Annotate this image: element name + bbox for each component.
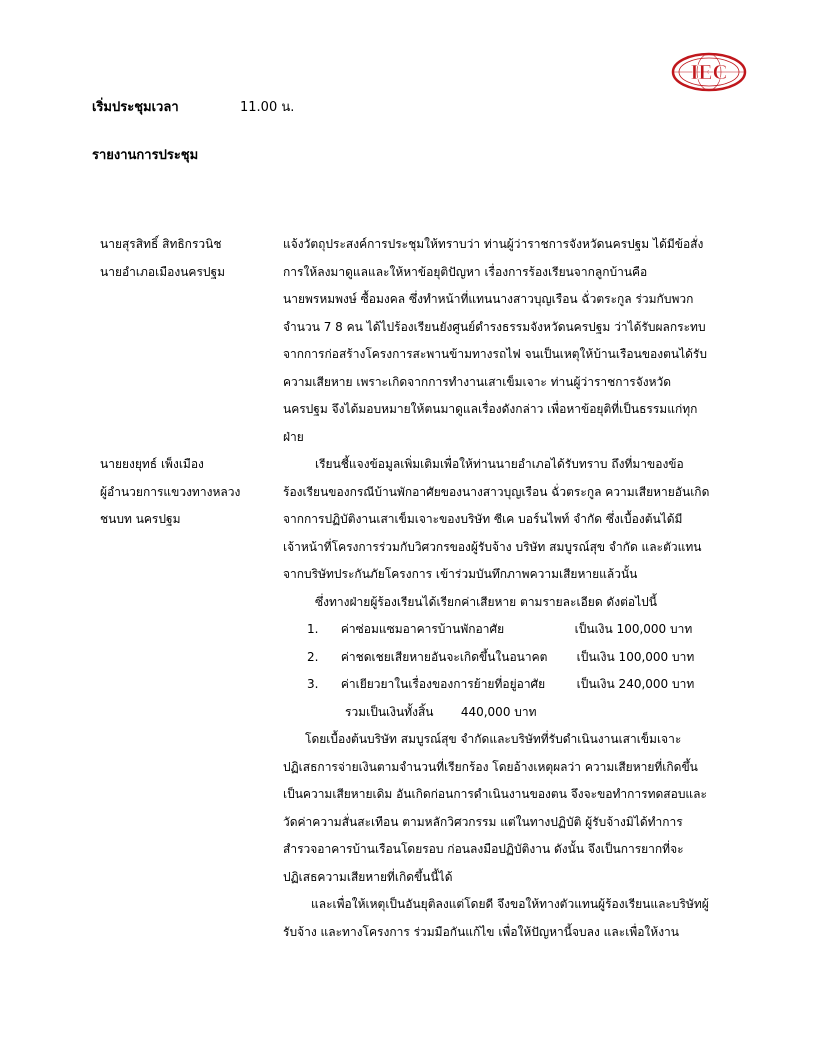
statement-line: รับจ้าง และทางโครงการ ร่วมมือกันแก้ไข เพื่อให้ปัญหานี้จบลง และเพื่อให้งาน [283, 924, 679, 939]
statement-line: เจ้าหน้าที่โครงการร่วมกับวิศวกรของผู้รับจ้าง บริษัท สมบูรณ์สุข จำกัด และตัวแทน [283, 539, 702, 554]
meeting-start-time: 11.00 น. [240, 100, 295, 115]
statement-line: ฝ่าย [283, 429, 304, 444]
speaker-title: ผู้อำนวยการแขวงทางหลวง [100, 484, 241, 499]
speaker-info [100, 451, 270, 534]
statement-line: สำรวจอาคารบ้านเรือนโดยรอบ ก่อนลงมือปฏิบัติงาน ดังนั้น จึงเป็นการยากที่จะ [283, 842, 684, 856]
speaker-statement [283, 231, 753, 451]
statement-line: นายพรหมพงษ์ ซื้อมงคล ซึ่งทำหน้าที่แทนนางสาวบุญเรือน ฉั่วตระกูล ร่วมกับพวก [283, 292, 694, 306]
statement-line: เป็นความเสียหายเดิม อันเกิดก่อนการดำเนินงานของตน จึงจะขอทำการทดสอบและ [283, 787, 707, 801]
statement-line: วัดค่าความสั่นสะเทือน ตามหลักวิศวกรรม แต่ในทางปฏิบัติ ผู้รับจ้างมิได้ทำการ [283, 814, 683, 829]
speaker-title: ชนบท นครปฐม [100, 512, 181, 526]
claim-amount: เป็นเงิน 100,000 บาท [574, 622, 693, 636]
claim-number: 3. [307, 677, 319, 691]
statement-line: จำนวน 7 8 คน ได้ไปร้องเรียนยังศูนย์ดำรงธรรมจังหวัดนครปฐม ว่าได้รับผลกระทบ [283, 319, 706, 334]
statement-line: จากการปฏิบัติงานเสาเข็มเจาะของบริษัท ซีเค บอร์นไพท์ จำกัด ซึ่งเบื้องต้นได้มี [283, 512, 683, 526]
speaker-info [100, 231, 270, 286]
claim-amount: เป็นเงิน 100,000 บาท [576, 649, 695, 664]
statement-line: และเพื่อให้เหตุเป็นอันยุติลงแต่โดยดี จึงขอให้ทางตัวแทนผู้ร้องเรียนและบริษัทผู้ [311, 897, 709, 911]
claim-total [283, 699, 753, 727]
statement-line: ปฏิเสธความเสียหายที่เกิดขึ้นนี้ได้ [283, 869, 453, 884]
speaker-name: นายสุรสิทธิ์ สิทธิกรวนิช [100, 237, 222, 251]
statement-line: การให้ลงมาดูแลและให้หาข้อยุติปัญหา เรื่องการร้องเรียนจากลูกบ้านคือ [283, 264, 648, 279]
claim-number: 1. [307, 622, 319, 636]
speaker-block-1 [92, 231, 762, 451]
claim-number: 2. [307, 649, 319, 664]
statement-line: ปฏิเสธการจ่ายเงินตามจำนวนที่เรียกร้อง โดยอ้างเหตุผลว่า ความเสียหายที่เกิดขึ้น [283, 759, 698, 774]
iec-logo [668, 52, 750, 92]
speaker-name: นายยงยุทธ์ เพ็งเมือง [100, 457, 204, 471]
statement-line: โดยเบื้องต้นบริษัท สมบูรณ์สุข จำกัดและบริษัทที่รับดำเนินงานเสาเข็มเจาะ [305, 732, 682, 746]
statement-line: ความเสียหาย เพราะเกิดจากการทำงานเสาเข็มเจาะ ท่านผู้ว่าราชการจังหวัด [283, 374, 672, 389]
claim-amount: เป็นเงิน 240,000 บาท [576, 677, 695, 691]
report-heading: รายงานการประชุม [92, 148, 199, 163]
claim-item [283, 616, 753, 644]
statement-line: นครปฐม จึงได้มอบหมายให้ตนมาดูแลเรื่องดังกล่าว เพื่อหาข้อยุติที่เป็นธรรมแก่ทุก [283, 402, 698, 416]
claim-total-amount: 440,000 บาท [460, 704, 537, 719]
statement-line: ร้องเรียนของกรณีบ้านพักอาศัยของนางสาวบุญเรือน ฉั่วตระกูล ความเสียหายอันเกิด [283, 484, 710, 499]
speaker-block-2 [92, 451, 762, 946]
claim-label: ค่าเยียวยาในเรื่องของการย้ายที่อยู่อาศัย [340, 677, 546, 691]
meeting-start-label: เริ่มประชุมเวลา [92, 100, 179, 115]
statement-line: จากการก่อสร้างโครงการสะพานข้ามทางรถไฟ จนเป็นเหตุให้บ้านเรือนของตนได้รับ [283, 347, 707, 361]
claim-item [283, 671, 753, 699]
statement-line: แจ้งวัตถุประสงค์การประชุมให้ทราบว่า ท่านผู้ว่าราชการจังหวัดนครปฐม ได้มีข้อสั่ง [283, 237, 704, 251]
claim-total-label: รวมเป็นเงินทั้งสิ้น [345, 704, 434, 719]
claim-item [283, 644, 753, 672]
speaker-statement [283, 451, 753, 946]
claim-label: ค่าชดเชยเสียหายอันจะเกิดขึ้นในอนาคต [340, 649, 548, 664]
statement-line: จากบริษัทประกันภัยโครงการ เข้าร่วมบันทึกภาพความเสียหายแล้วนั้น [283, 567, 638, 581]
logo-text: IEC [690, 60, 728, 84]
speaker-title: นายอำเภอเมืองนครปฐม [100, 264, 226, 279]
claim-intro: ซึ่งทางฝ่ายผู้ร้องเรียนได้เรียกค่าเสียหาย ตามรายละเอียด ดังต่อไปนี้ [315, 594, 657, 609]
claim-label: ค่าซ่อมแซมอาคารบ้านพักอาศัย [340, 622, 505, 636]
statement-line: เรียนชี้แจงข้อมูลเพิ่มเติมเพื่อให้ท่านนายอำเภอได้รับทราบ ถึงที่มาของข้อ [315, 457, 684, 471]
